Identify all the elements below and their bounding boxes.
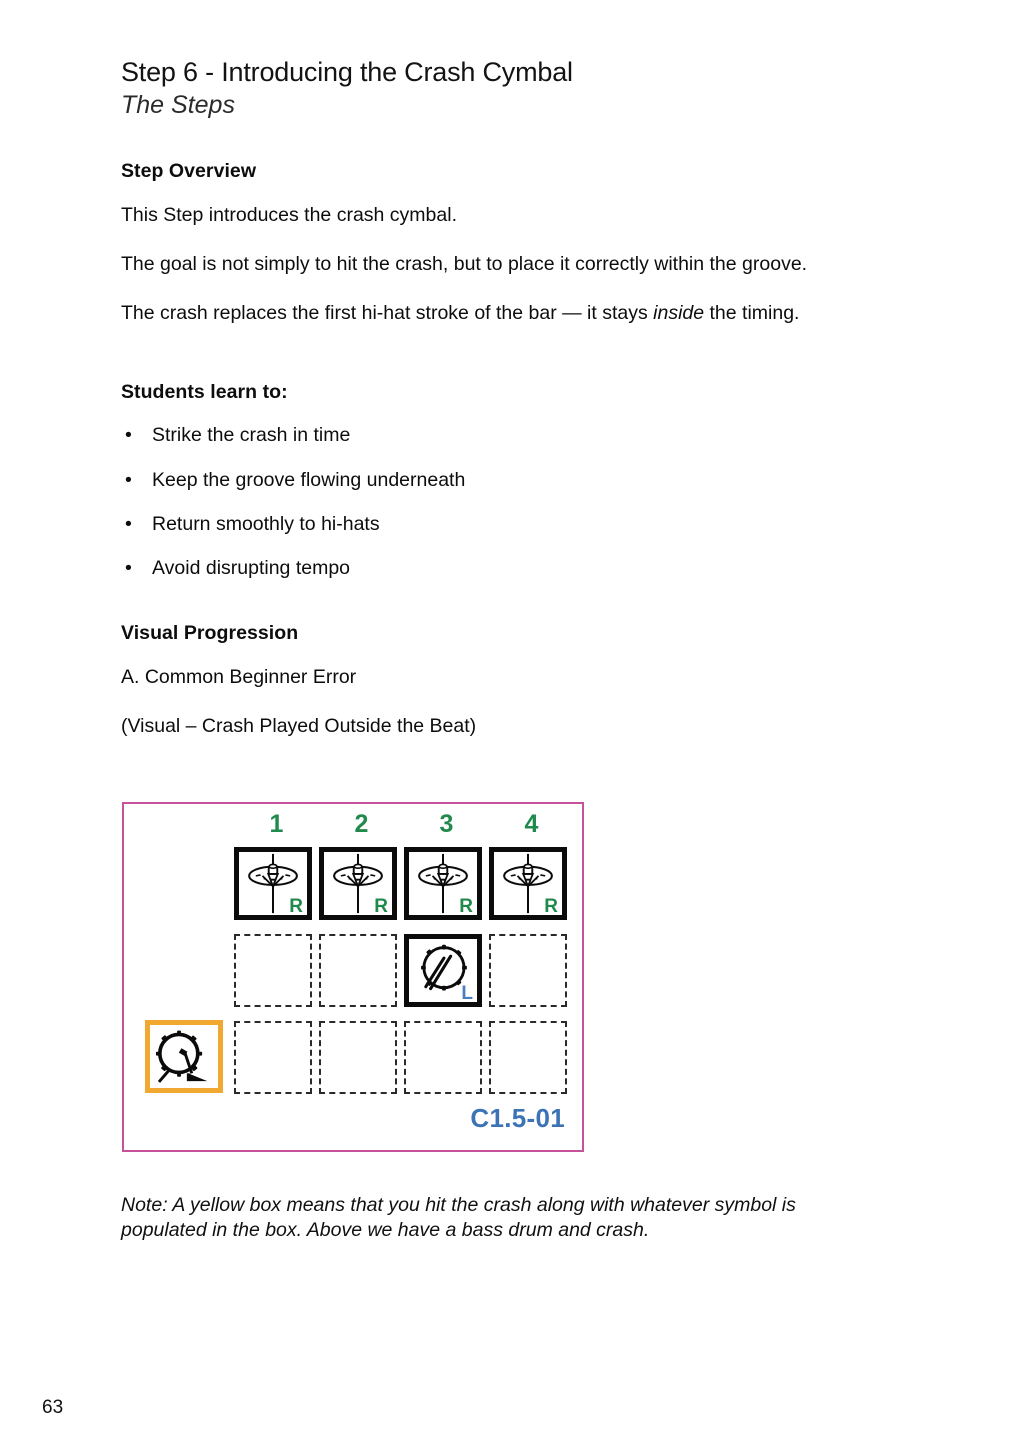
- list-item: [121, 424, 921, 447]
- grid-cell[interactable]: [319, 847, 397, 920]
- notation-grid: [234, 847, 574, 1108]
- beat-number-row: [234, 812, 574, 837]
- grid-cell[interactable]: [319, 934, 397, 1007]
- overview-paragraph-3-emphasis: inside: [653, 302, 705, 325]
- visual-progression-subheading: A. Common Beginner Error: [121, 665, 357, 688]
- grid-row-hi-hat: [234, 847, 574, 927]
- visual-progression-caption: (Visual – Crash Played Outside the Beat): [121, 715, 477, 738]
- grid-cell[interactable]: [404, 1021, 482, 1094]
- grid-cell[interactable]: [234, 934, 312, 1007]
- bullet-icon: •: [125, 557, 132, 580]
- overview-paragraph-3-lead: The crash replaces the first hi-hat stroke of the bar — it stays: [121, 302, 654, 325]
- objectives-list: [121, 424, 921, 581]
- page-header: [121, 57, 573, 120]
- bullet-icon: •: [125, 424, 132, 447]
- figure-reference-code: C1.5-01: [470, 1103, 565, 1133]
- bass-drum-row-label: [145, 1020, 223, 1093]
- overview-paragraph-3: [121, 301, 911, 326]
- page-subtitle: The Steps: [121, 90, 235, 119]
- grid-row-snare: [234, 934, 574, 1014]
- grid-cell[interactable]: [234, 1021, 312, 1094]
- bullet-icon: •: [125, 513, 132, 536]
- grid-cell[interactable]: [404, 934, 482, 1007]
- page-title: Step 6 - Introducing the Crash Cymbal: [121, 57, 573, 87]
- grid-cell[interactable]: [489, 1021, 567, 1094]
- sticking-marker: R: [544, 896, 558, 917]
- overview-paragraph-2: The goal is not simply to hit the crash, but to place it correctly within the groove.: [121, 253, 808, 276]
- step-overview-heading: Step Overview: [121, 160, 257, 182]
- main-content: [121, 160, 921, 764]
- grid-row-bass-drum: [234, 1021, 574, 1101]
- grid-cell[interactable]: [234, 847, 312, 920]
- objectives-heading: Students learn to:: [121, 381, 288, 404]
- grid-cell[interactable]: [319, 1021, 397, 1094]
- visual-progression-heading: Visual Progression: [121, 621, 299, 644]
- list-item: [121, 513, 921, 536]
- grid-cell[interactable]: [489, 847, 567, 920]
- list-item-label: Keep the groove flowing underneath: [152, 468, 466, 491]
- list-item: [121, 469, 921, 492]
- notation-figure: [122, 802, 584, 1152]
- sticking-marker: L: [461, 983, 473, 1004]
- sticking-marker: R: [289, 896, 303, 917]
- sticking-marker: R: [459, 896, 473, 917]
- grid-cell[interactable]: [489, 934, 567, 1007]
- grid-cell[interactable]: [404, 847, 482, 920]
- beat-number: 3: [439, 810, 454, 838]
- list-item-label: Return smoothly to hi-hats: [152, 513, 380, 536]
- sticking-marker: R: [374, 896, 388, 917]
- list-item-label: Strike the crash in time: [152, 424, 351, 447]
- bass-drum-icon: [150, 1025, 218, 1088]
- list-item-label: Avoid disrupting tempo: [152, 557, 351, 580]
- page-number: 63: [42, 1397, 64, 1418]
- bullet-icon: •: [125, 468, 132, 491]
- figure-note: Note: A yellow box means that you hit the crash along with whatever symbol is populated in the box. Above we have a bass drum and crash.: [121, 1194, 796, 1242]
- beat-number: 4: [524, 810, 539, 838]
- beat-number: 2: [354, 810, 369, 838]
- overview-paragraph-3-tail: the timing.: [704, 302, 800, 325]
- list-item: [121, 557, 921, 580]
- overview-paragraph-1: This Step introduces the crash cymbal.: [121, 204, 457, 226]
- beat-number: 1: [269, 810, 284, 838]
